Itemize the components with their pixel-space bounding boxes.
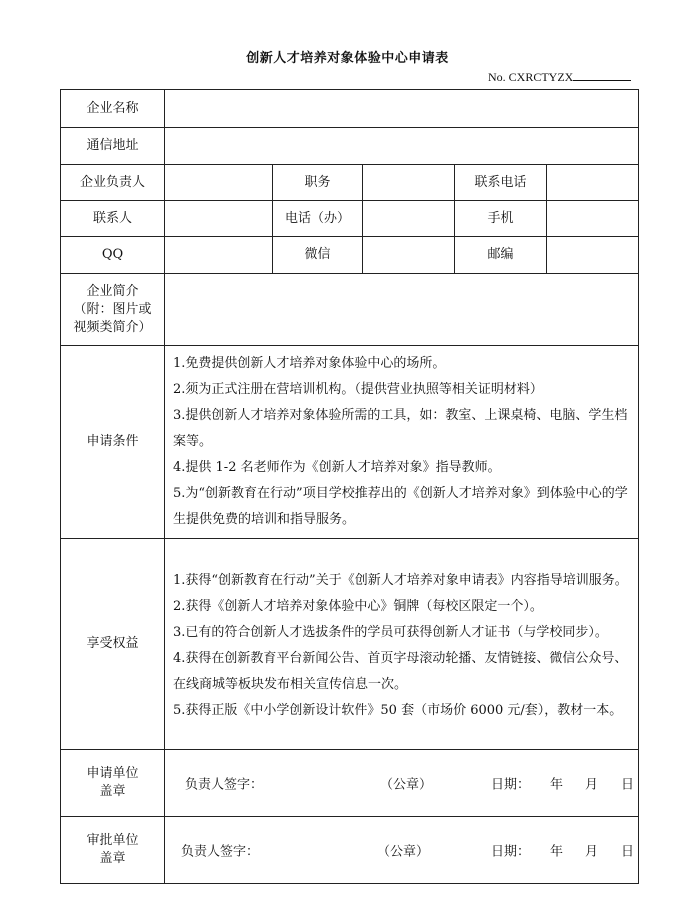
condition-item: 2.须为正式注册在营培训机构。（提供营业执照等相关证明材料）: [173, 382, 543, 397]
application-form-table: [60, 89, 639, 884]
applicant-month-label: 月: [585, 777, 599, 793]
row-contact-person: [61, 201, 639, 237]
office-phone-field[interactable]: [363, 201, 455, 237]
form-title: 创新人才培养对象体验中心申请表: [246, 51, 449, 66]
contact-phone-label: 联系电话: [455, 165, 547, 201]
address-field[interactable]: [165, 128, 639, 165]
qq-field[interactable]: [165, 237, 273, 274]
contact-person-field[interactable]: [165, 201, 273, 237]
applicant-signer-label: 负责人签字：: [185, 777, 264, 793]
benefit-item: 3.已有的符合创新人才选拔条件的学员可获得创新人才证书（与学校同步）。: [173, 625, 608, 640]
document-number: [488, 69, 631, 85]
benefits-list-cell: [165, 539, 639, 750]
approver-year-label: 年: [550, 844, 564, 860]
approver-day-label: 日: [621, 844, 635, 860]
benefit-item: 4.获得在创新教育平台新闻公告、首页字母滚动轮播、友情链接、微信公众号、在线商城等板块发布相关宣传信息一次。: [173, 651, 628, 692]
benefit-item: 1.获得“创新教育在行动”关于《创新人才培养对象申请表》内容指导培训服务。: [173, 573, 628, 588]
condition-item: 4.提供 1-2 名老师作为《创新人才培养对象》指导教师。: [173, 460, 501, 475]
approver-seal-label: [61, 817, 165, 884]
approver-month-label: 月: [585, 844, 599, 860]
company-name-label: 企业名称: [61, 90, 165, 128]
contact-person-label: 联系人: [61, 201, 165, 237]
approver-date-label: 日期：: [491, 844, 531, 860]
applicant-seal-label-line1: 申请单位: [86, 766, 139, 781]
conditions-list: [173, 351, 630, 533]
conditions-list-cell: [165, 346, 639, 539]
row-address: [61, 128, 639, 165]
approver-signer-label: 负责人签字：: [181, 844, 260, 860]
approver-seal-text: （公章）: [377, 844, 430, 860]
applicant-seal-label: [61, 750, 165, 817]
applicant-date-label: 日期：: [491, 777, 531, 793]
company-intro-label-line1: 企业简介: [86, 283, 139, 299]
applicant-signature-area[interactable]: [165, 750, 639, 817]
benefit-item: 5.获得正版《中小学创新设计软件》50 套（市场价 6000 元/套），教材一本。: [173, 703, 623, 718]
benefit-item: 2.获得《创新人才培养对象体验中心》铜牌（每校区限定一个）。: [173, 599, 543, 614]
wechat-field[interactable]: [363, 237, 455, 274]
mobile-label: 手机: [455, 201, 547, 237]
applicant-seal-text: （公章）: [380, 777, 433, 793]
company-intro-label-line3: 视频类简介）: [73, 319, 152, 335]
conditions-label: 申请条件: [61, 346, 165, 539]
wechat-label: 微信: [273, 237, 363, 274]
qq-label: QQ: [61, 237, 165, 274]
postcode-label: 邮编: [455, 237, 547, 274]
benefits-list: [173, 568, 630, 724]
document-number-blank[interactable]: [573, 69, 631, 81]
company-intro-label-line2: （附：图片或: [73, 301, 152, 317]
address-label: 通信地址: [61, 128, 165, 165]
row-approver-seal: [61, 817, 639, 884]
postcode-field[interactable]: [547, 237, 639, 274]
benefits-label: 享受权益: [61, 539, 165, 750]
row-qq: [61, 237, 639, 274]
contact-phone-field[interactable]: [547, 165, 639, 201]
condition-item: 5.为“创新教育在行动”项目学校推荐出的《创新人才培养对象》到体验中心的学生提供免费的培训和指导服务。: [173, 486, 628, 527]
company-name-field[interactable]: [165, 90, 639, 128]
row-company-leader: [61, 165, 639, 201]
office-phone-label: 电话（办）: [273, 201, 363, 237]
condition-item: 3.提供创新人才培养对象体验所需的工具，如：教室、上课桌椅、电脑、学生档案等。: [173, 408, 628, 449]
company-leader-label: 企业负责人: [61, 165, 165, 201]
position-label: 职务: [273, 165, 363, 201]
row-conditions: [61, 346, 639, 539]
document-number-prefix: No. CXRCTYZX: [488, 70, 574, 84]
approver-seal-label-line2: 盖章: [99, 851, 126, 866]
company-leader-field[interactable]: [165, 165, 273, 201]
row-company-intro: [61, 274, 639, 346]
condition-item: 1.免费提供创新人才培养对象体验中心的场所。: [173, 356, 446, 371]
applicant-year-label: 年: [550, 777, 564, 793]
approver-seal-label-line1: 审批单位: [86, 833, 139, 848]
applicant-day-label: 日: [621, 777, 635, 793]
position-field[interactable]: [363, 165, 455, 201]
applicant-seal-label-line2: 盖章: [99, 784, 126, 799]
approver-signature-area[interactable]: [165, 817, 639, 884]
company-intro-label: [61, 274, 165, 346]
mobile-field[interactable]: [547, 201, 639, 237]
row-applicant-seal: [61, 750, 639, 817]
row-company-name: [61, 90, 639, 128]
row-benefits: [61, 539, 639, 750]
company-intro-field[interactable]: [165, 274, 639, 346]
